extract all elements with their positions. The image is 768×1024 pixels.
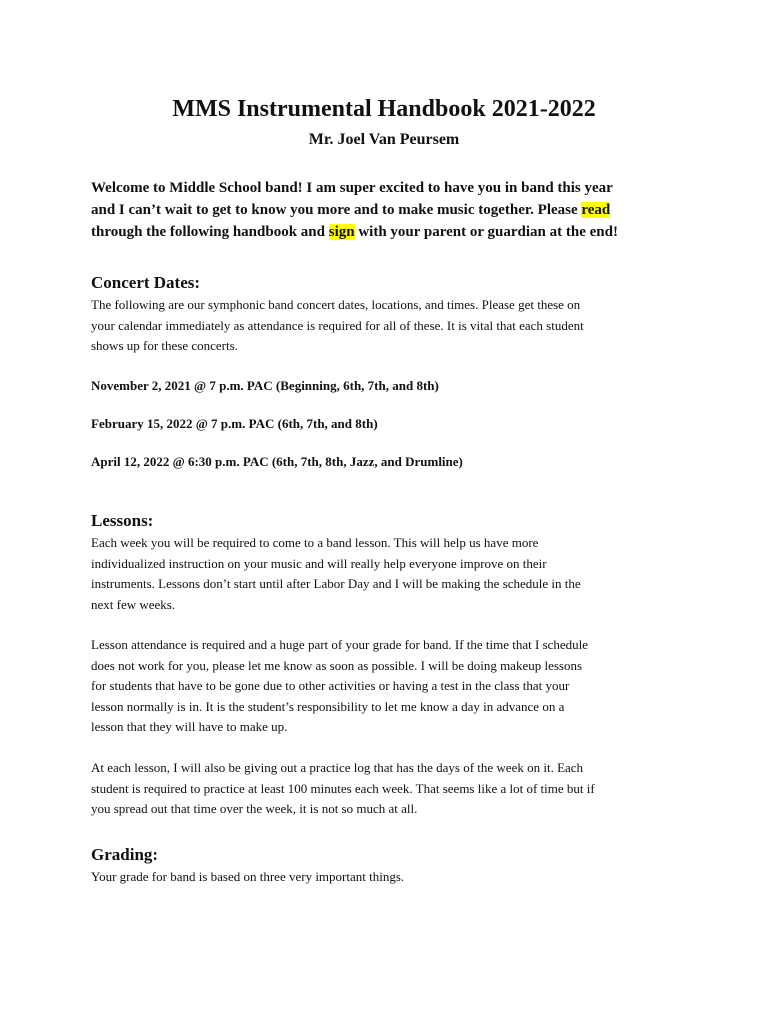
concert-dates-intro: The following are our symphonic band concert dates, locations, and times. Please get these on your calendar immediately as attendance is required for all of these. It is vital that each student shows up for these concerts.: [91, 297, 584, 354]
lessons-paragraph-2: Lesson attendance is required and a huge part of your grade for band. If the time that I schedule does not work for you, please let me know as soon as possible. I will be doing makeup lessons for students that have to be gone due to other activities or having a test in the class that your lesson normally is in. It is the student’s responsibility to let me know a day in advance on a lesson that they will have to make up.: [91, 637, 589, 735]
welcome-line: and I can’t wait to get to know you more and to make music together. Please read: [91, 202, 611, 218]
lessons-heading: Lessons:: [91, 511, 154, 530]
welcome-line: through the following handbook and sign with your parent or guardian at the end!: [91, 224, 618, 240]
highlight-sign: sign: [328, 224, 355, 240]
highlight-read: read: [581, 202, 611, 218]
welcome-paragraph: [91, 177, 691, 243]
concert-date-item: February 15, 2022 @ 7 p.m. PAC (6th, 7th, and 8th): [91, 416, 378, 431]
welcome-line: Welcome to Middle School band! I am super excited to have you in band this year: [91, 180, 613, 196]
grading-paragraph-1: Your grade for band is based on three very important things.: [91, 869, 405, 884]
lessons-paragraph-3: At each lesson, I will also be giving out a practice log that has the days of the week on it. Each student is required to practice at least 100 minutes each week. That seems like a lot of time but if you spread out that time over the week, it is not so much at all.: [91, 760, 595, 817]
concert-date-item: April 12, 2022 @ 6:30 p.m. PAC (6th, 7th, 8th, Jazz, and Drumline): [91, 454, 463, 469]
document-title: MMS Instrumental Handbook 2021-2022: [172, 96, 596, 122]
grading-heading: Grading:: [91, 845, 159, 864]
lessons-paragraph-1: Each week you will be required to come to a band lesson. This will help us have more individualized instruction on your music and will really help everyone improve on their instruments. Lessons don’t start until after Labor Day and I will be making the schedule in the next few weeks.: [91, 535, 581, 612]
document-author: Mr. Joel Van Peursem: [308, 131, 460, 148]
concert-dates-heading: Concert Dates:: [91, 273, 201, 292]
concert-date-item: November 2, 2021 @ 7 p.m. PAC (Beginning, 6th, 7th, and 8th): [91, 378, 439, 393]
